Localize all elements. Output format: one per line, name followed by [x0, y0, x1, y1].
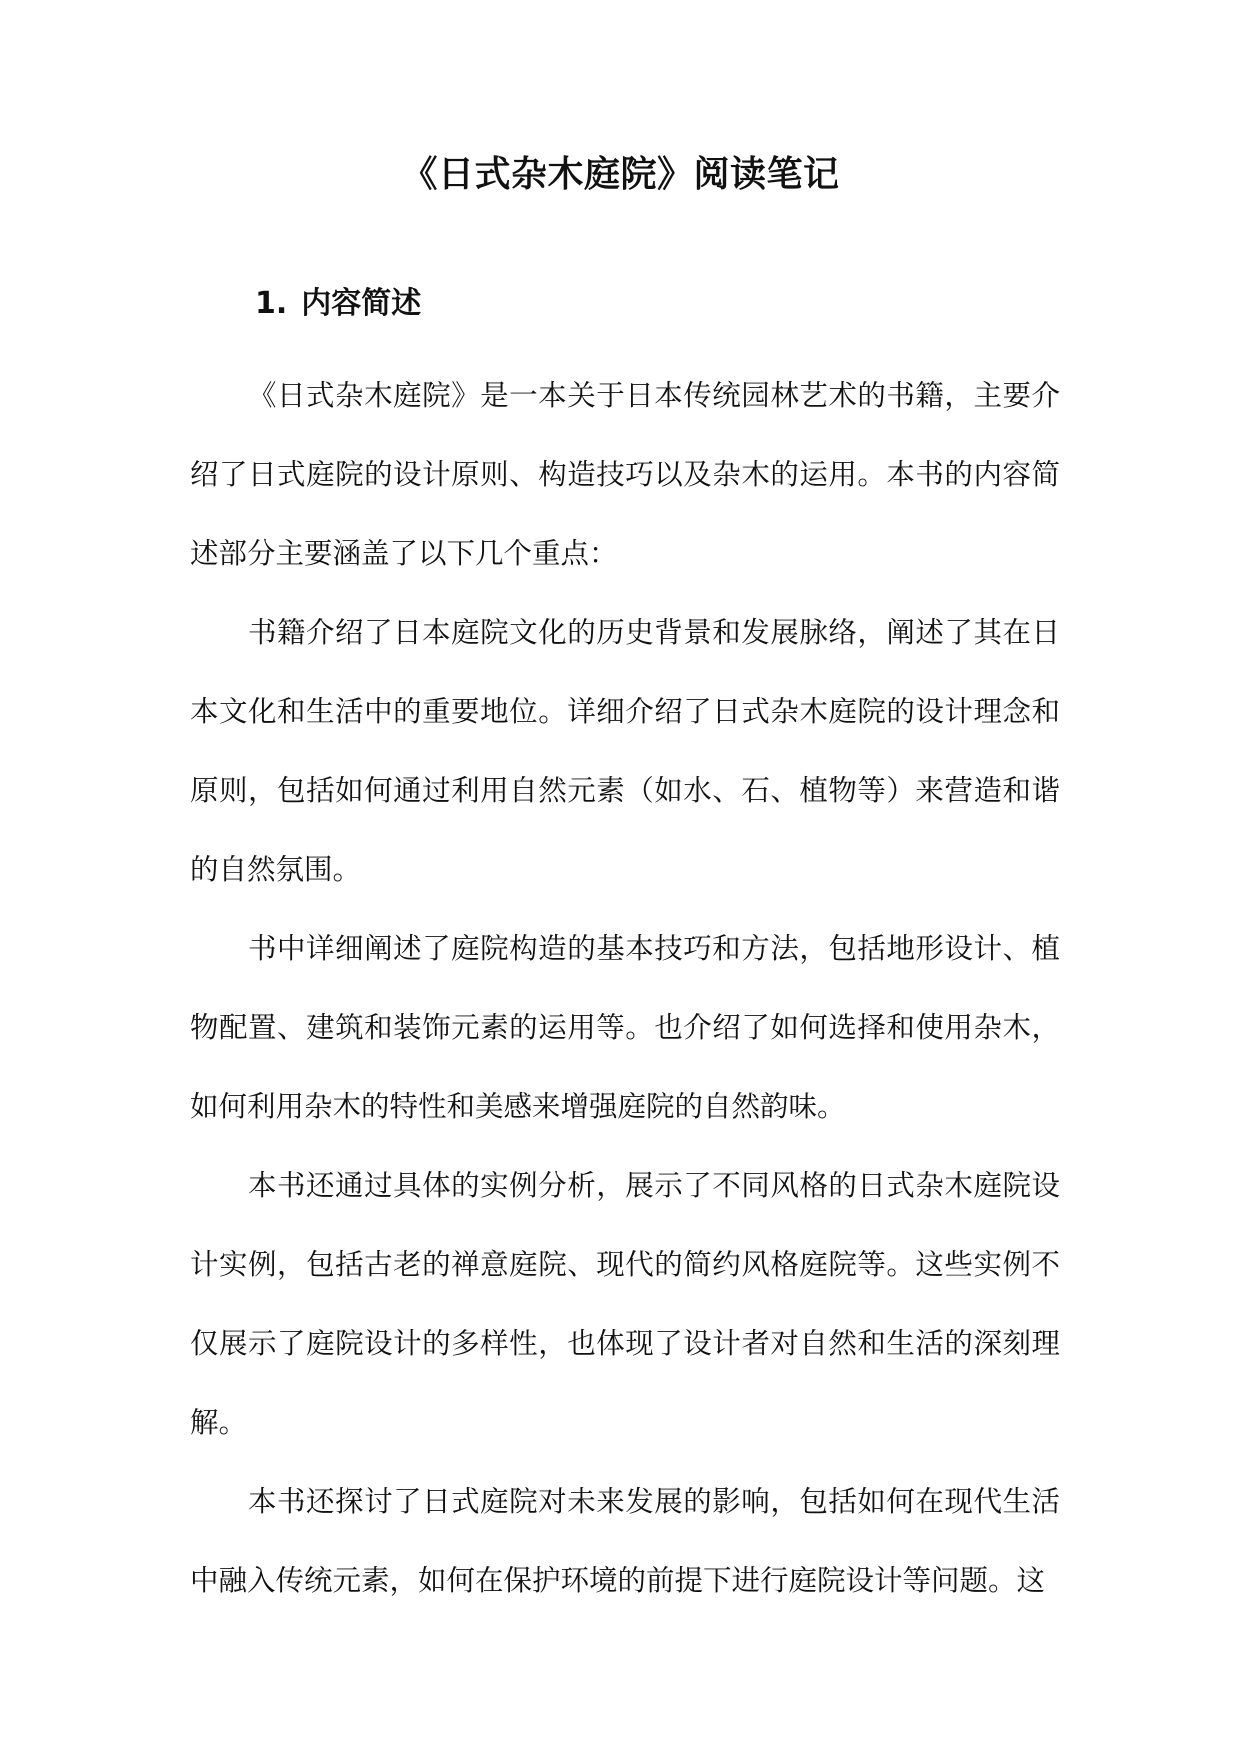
paragraph: 本书还探讨了日式庭院对未来发展的影响，包括如何在现代生活中融入传统元素，如何在保护环境的前提下进行庭院设计等问题。这	[190, 1485, 1060, 1597]
section-number: 1.	[255, 286, 288, 321]
section-heading	[255, 282, 421, 326]
body-text	[190, 356, 1060, 1620]
paragraph: 《日式杂木庭院》是一本关于日本传统园林艺术的书籍，主要介绍了日式庭院的设计原则、构造技巧以及杂木的运用。本书的内容简述部分主要涵盖了以下几个重点：	[190, 379, 1060, 570]
paragraph: 书中详细阐述了庭院构造的基本技巧和方法，包括地形设计、植物配置、建筑和装饰元素的运用等。也介绍了如何选择和使用杂木，如何利用杂木的特性和美感来增强庭院的自然韵味。	[190, 932, 1060, 1123]
section-heading-text: 内容简述	[301, 286, 422, 321]
paragraph: 书籍介绍了日本庭院文化的历史背景和发展脉络，阐述了其在日本文化和生活中的重要地位。详细介绍了日式杂木庭院的设计理念和原则，包括如何通过利用自然元素（如水、石、植物等）来营造和谐的自然氛围。	[190, 616, 1060, 886]
document-title: 《日式杂木庭院》阅读笔记	[401, 154, 840, 195]
paragraph: 本书还通过具体的实例分析，展示了不同风格的日式杂木庭院设计实例，包括古老的禅意庭院、现代的简约风格庭院等。这些实例不仅展示了庭院设计的多样性，也体现了设计者对自然和生活的深刻理解。	[190, 1169, 1060, 1439]
